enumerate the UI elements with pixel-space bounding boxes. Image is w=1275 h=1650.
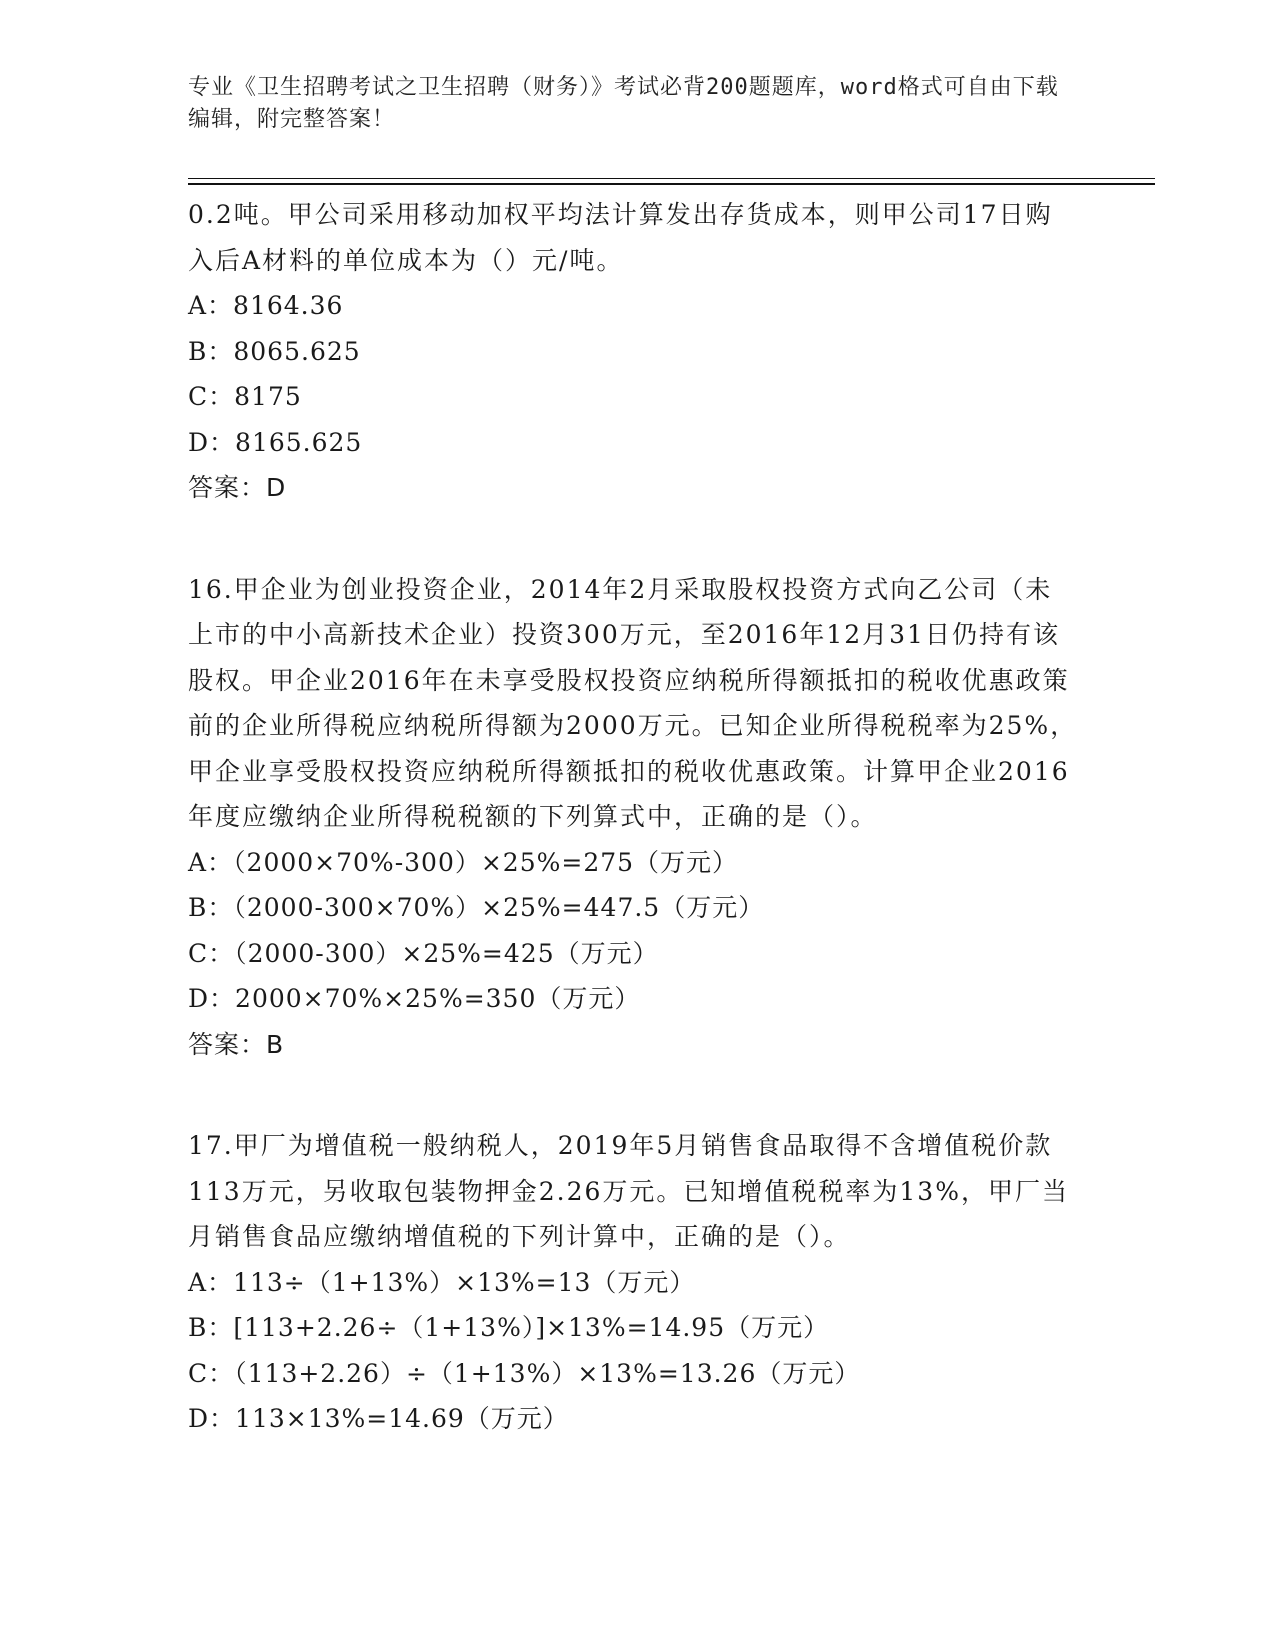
spacer [188, 511, 1078, 567]
option-b: B：8065.625 [188, 336, 361, 366]
answer-line: 答案：D [188, 473, 287, 502]
question-stem: 17.甲厂为增值税一般纳税人，2019年5月销售食品取得不含增值税价款113万元，另收取包装物押金2.26万元。已知增值税税率为13%，甲厂当月销售食品应缴纳增值税的下列计算中，正确的是（）。 [188, 1131, 1069, 1251]
question-block [188, 567, 1078, 1068]
option-c: C：（113+2.26）÷（1+13%）×13%=13.26（万元） [188, 1358, 861, 1388]
option-c: C：8175 [188, 382, 302, 411]
document-header: 专业《卫生招聘考试之卫生招聘（财务）》考试必背200题题库，word格式可自由下载编辑，附完整答案！ [188, 75, 1059, 132]
option-a: A：113÷（1+13%）×13%=13（万元） [188, 1267, 696, 1297]
option-d: D：113×13%=14.69（万元） [188, 1404, 569, 1433]
option-d: D：2000×70%×25%=350（万元） [188, 984, 641, 1013]
option-b: B：[113+2.26÷（1+13%）]×13%=14.95（万元） [188, 1313, 830, 1342]
option-a: A：（2000×70%-300）×25%=275（万元） [188, 847, 739, 877]
document-body [188, 192, 1078, 1442]
answer-line: 答案：B [188, 1029, 285, 1059]
option-b: B：（2000-300×70%）×25%=447.5（万元） [188, 893, 765, 922]
question-block [188, 1123, 1078, 1442]
option-a: A：8164.36 [188, 291, 344, 320]
option-c: C：（2000-300）×25%=425（万元） [188, 938, 659, 968]
header-rule-bottom [188, 183, 1155, 185]
header-rule-top [188, 178, 1155, 179]
option-d: D：8165.625 [188, 427, 363, 457]
question-block [188, 192, 1078, 511]
question-stem: 16.甲企业为创业投资企业，2014年2月采取股权投资方式向乙公司（未上市的中小高新技术企业）投资300万元，至2016年12月31日仍持有该股权。甲企业2016年在未享受股权投资应纳税所得额抵扣的税收优惠政策前的企业所得税应纳税所得额为2000万元。已知企业所得税税率为25%，甲企业享受股权投资应纳税所得额抵扣的税收优惠政策。计算甲企业2016年度应缴纳企业所得税税额的下列算式中，正确的是（）。 [188, 574, 1078, 831]
spacer [188, 1067, 1078, 1123]
question-stem: 0.2吨。甲公司采用移动加权平均法计算发出存货成本，则甲公司17日购入后A材料的单位成本为（）元/吨。 [188, 200, 1053, 275]
